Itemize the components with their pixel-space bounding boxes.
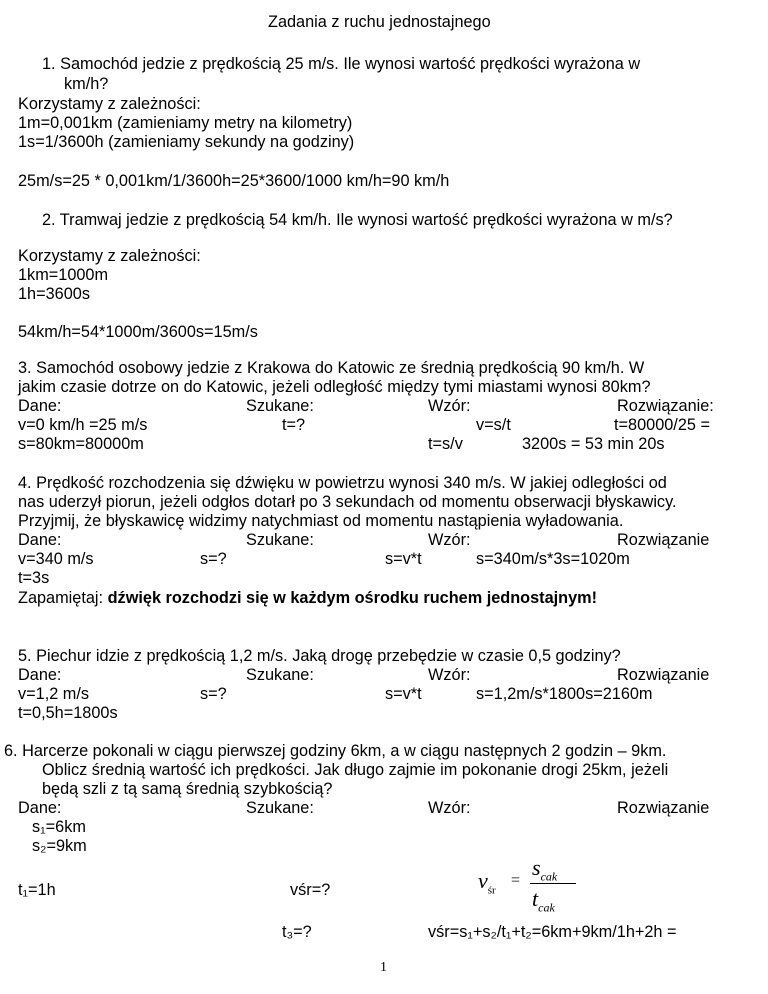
task2-rel1: 1km=1000m <box>18 266 109 284</box>
task3-wzor-2: t=s/v <box>428 435 463 453</box>
task4-dane-2: t=3s <box>18 569 50 587</box>
page-number: 1 <box>380 960 387 975</box>
task3-rozwiazanie-1: t=80000/25 = <box>614 416 710 434</box>
task5-rozwiazanie-label: Rozwiązanie <box>617 666 710 684</box>
formula-fraction-bar <box>530 883 576 884</box>
task6-szukane-1: vśr=? <box>290 881 331 899</box>
task3-wzor-label: Wzór: <box>428 397 471 415</box>
formula-equals: = <box>511 872 521 889</box>
task6-dane-3: t₁=1h <box>18 881 56 899</box>
task6-wzor-label: Wzór: <box>428 799 471 817</box>
task4-szukane-label: Szukane: <box>246 531 314 549</box>
task3-line2: jakim czasie dotrze on do Katowic, jeżeli odległość między tymi miastami wynosi 80km? <box>18 378 651 396</box>
task4-dane-label: Dane: <box>18 531 62 549</box>
task2-line1: 2. Tramwaj jedzie z prędkością 54 km/h. Ile wynosi wartość prędkości wyrażona w m/s? <box>42 211 673 229</box>
task4-line1: 4. Prędkość rozchodzenia się dźwięku w powietrzu wynosi 340 m/s. W jakiej odległości od <box>18 474 667 492</box>
page-title: Zadania z ruchu jednostajnego <box>268 13 491 31</box>
task6-dane-1: s₁=6km <box>32 818 86 836</box>
task6-rozwiazanie-1: vśr=s₁+s₂/t₁+t₂=6km+9km/1h+2h = <box>428 923 677 941</box>
task4-rozwiazanie-1: s=340m/s*3s=1020m <box>476 550 630 568</box>
task4-rozwiazanie-label: Rozwiązanie <box>617 531 710 549</box>
task5-dane-label: Dane: <box>18 666 62 684</box>
task6-rozwiazanie-label: Rozwiązanie <box>617 799 710 817</box>
task4-szukane-1: s=? <box>200 550 227 568</box>
task3-rozwiazanie-label: Rozwiązanie: <box>617 397 714 415</box>
remember-label: Zapamiętaj: <box>18 589 104 607</box>
task5-dane-2: t=0,5h=1800s <box>18 704 118 722</box>
task3-rozwiazanie-2: 3200s = 53 min 20s <box>522 435 665 453</box>
task1-rel1: 1m=0,001km (zamieniamy metry na kilometry) <box>18 114 353 132</box>
formula-numerator: $s_{cak}$ <box>532 855 558 884</box>
task5-wzor-label: Wzór: <box>428 666 471 684</box>
task4-line2: nas uderzył piorun, jeżeli odgłos dotarł po 3 sekundach od momentu obserwacji błyskawicy. <box>18 493 677 511</box>
task5-dane-1: v=1,2 m/s <box>18 685 90 703</box>
formula-lhs: $v_{śr}$ <box>478 868 496 897</box>
task3-szukane-1: t=? <box>282 416 306 434</box>
task5-szukane-1: s=? <box>200 685 227 703</box>
task4-remember <box>18 588 597 608</box>
task4-wzor-label: Wzór: <box>428 531 471 549</box>
task6-line1: 6. Harcerze pokonali w ciągu pierwszej godziny 6km, a w ciągu następnych 2 godzin – 9km. <box>4 742 667 760</box>
task6-dane-label: Dane: <box>18 799 62 817</box>
task3-dane-label: Dane: <box>18 397 62 415</box>
task4-dane-1: v=340 m/s <box>18 550 94 568</box>
task6-szukane-label: Szukane: <box>246 799 314 817</box>
task5-szukane-label: Szukane: <box>246 666 314 684</box>
task3-dane-1: v=0 km/h =25 m/s <box>18 416 148 434</box>
task6-szukane-2: t₃=? <box>282 923 312 941</box>
task6-dane-2: s₂=9km <box>32 837 87 855</box>
task3-wzor-1: v=s/t <box>476 416 511 434</box>
task6-line3: będą szli z tą samą średnią szybkością? <box>42 780 333 798</box>
task2-rel2: 1h=3600s <box>18 285 90 303</box>
task1-calc: 25m/s=25 * 0,001km/1/3600h=25*3600/1000 km/h=90 km/h <box>18 172 450 190</box>
task3-szukane-label: Szukane: <box>246 397 314 415</box>
task5-rozwiazanie-1: s=1,2m/s*1800s=2160m <box>476 685 653 703</box>
task1-line2: km/h? <box>64 75 109 93</box>
task4-wzor-1: s=v*t <box>385 550 422 568</box>
task3-dane-2: s=80km=80000m <box>18 435 144 453</box>
task5-line1: 5. Piechur idzie z prędkością 1,2 m/s. Jaką drogę przebędzie w czasie 0,5 godziny? <box>18 647 621 665</box>
task5-wzor-1: s=v*t <box>385 685 422 703</box>
task2-calc: 54km/h=54*1000m/3600s=15m/s <box>18 323 258 341</box>
task2-intro: Korzystamy z zależności: <box>18 247 201 265</box>
remember-text: dźwięk rozchodzi się w każdym ośrodku ruchem jednostajnym! <box>107 589 598 607</box>
task1-line1: 1. Samochód jedzie z prędkością 25 m/s. Ile wynosi wartość prędkości wyrażona w <box>42 55 641 73</box>
task4-line3: Przyjmij, że błyskawicę widzimy natychmiast od momentu nastąpienia wyładowania. <box>18 512 624 530</box>
formula-denominator: $t_{cak}$ <box>532 886 555 915</box>
task1-rel2: 1s=1/3600h (zamieniamy sekundy na godziny) <box>18 133 355 151</box>
task1-intro: Korzystamy z zależności: <box>18 95 201 113</box>
task6-line2: Oblicz średnią wartość ich prędkości. Jak długo zajmie im pokonanie drogi 25km, jeżeli <box>42 761 669 779</box>
task3-line1: 3. Samochód osobowy jedzie z Krakowa do Katowic ze średnią prędkością 90 km/h. W <box>18 359 645 377</box>
